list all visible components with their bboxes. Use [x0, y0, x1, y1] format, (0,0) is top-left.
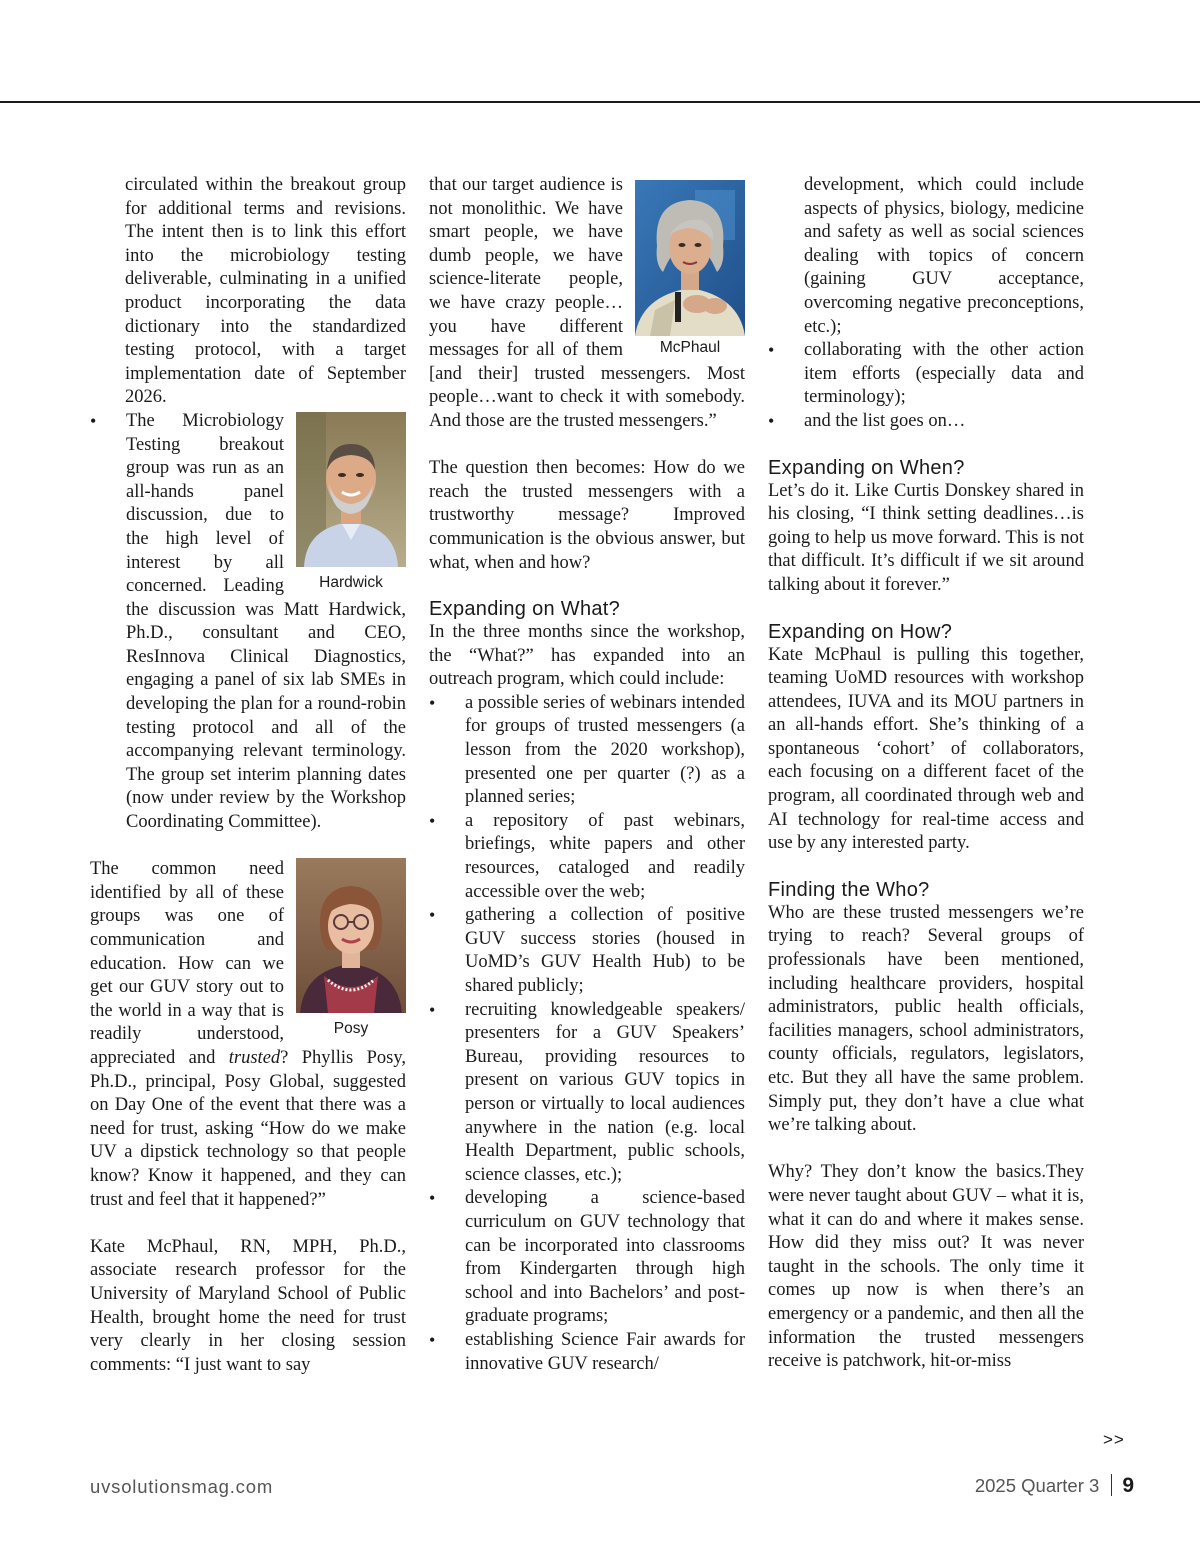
bullet-list	[90, 410, 406, 835]
footer-divider	[1111, 1474, 1112, 1496]
subheading-who: Finding the Who?	[768, 878, 930, 901]
subheading-how: Expanding on How?	[768, 620, 953, 643]
continued-marker: >>	[1103, 1430, 1125, 1449]
issue-label: 2025 Quarter 3	[974, 1475, 1100, 1496]
paragraph: circulated within the breakout group for additional terms and revisions. The intent then is to link this effort into the microbiology testing deliverable, culminating in a unified product incorporating the data dictionary into the standardized testing protocol, with a target implementation date of September 2026.	[125, 175, 406, 408]
column-2	[429, 174, 745, 1376]
photo-caption: McPhaul	[659, 339, 721, 356]
portrait-image	[296, 858, 406, 1013]
list-item: • and the list goes on…	[768, 410, 1084, 434]
list-item: • recruiting knowledgeable speakers/ presenters for a GUV Speakers’ Bureau, providing resources to present on various GUV topics in person or virtually to local audiences anywhere in the nation (e.g. local Health Department, public schools, science classes, etc.);	[429, 999, 745, 1188]
footer-site: uvsolutionsmag.com	[90, 1476, 274, 1497]
list-item-continued: development, which could include aspects of physics, biology, medicine and safety as well as social sciences dealing with topics of concern (gaining GUV acceptance, overcoming negative preconceptions, etc.);	[804, 175, 1084, 337]
photo-posy	[296, 858, 406, 1039]
paragraph: Kate McPhaul is pulling this together, teaming UoMD resources with workshop attendees, IUVA and its MOU partners in an all-hands effort. She’s thinking of a spontaneous ‘cohort’ of collaborators, each focusing on a different facet of the program, all coordinated through web and AI technology for real-time access and use by any interested party.	[768, 644, 1084, 854]
list-item: • establishing Science Fair awards for innovative GUV research/	[429, 1329, 745, 1376]
photo-caption: • Hardwick	[319, 573, 383, 591]
footer-issue	[975, 1474, 1134, 1498]
paragraph: Let’s do it. Like Curtis Donskey shared in his closing, “I think setting deadlines…is going to help us move forward. This is not that difficult. It’s difficult if we sit around talking about it forever.”	[768, 480, 1084, 595]
photo-caption: Posy	[333, 1020, 369, 1038]
list-item: • a repository of past webinars, briefings, white papers and other resources, cataloged and readily accessible over the web;	[429, 810, 745, 904]
subheading-when: Expanding on When?	[768, 456, 965, 479]
paragraph-text: ? Phyllis Posy, Ph.D., principal, Posy Global, suggested on Day One of the event that there was a need for trust, asking “How do we make UV a dipstick technology so that people know? Know it happened, and they can trust and feel that it happened?”	[90, 1047, 406, 1210]
paragraph: Who are these trusted messengers we’re trying to reach? Several groups of professionals have been mentioned, including healthcare providers, hospital administrators, public health officials, facilities managers, school administrators, county officials, regulators, legislators, etc. But they all have the same problem. Simply put, they don’t have a clue what we’re talking about.	[768, 902, 1084, 1136]
paragraph: The question then becomes: How do we reach the trusted messengers with a trustworthy message? Improved communication is the obvious answer, but what, when and how?	[429, 458, 745, 573]
photo-mcphaul	[635, 180, 745, 358]
portrait-image	[635, 180, 745, 336]
list-item: • gathering a collection of positive GUV success stories (housed in UoMD’s GUV Health Hub) to be shared publicly;	[429, 904, 745, 998]
bullet-list	[429, 692, 745, 1376]
portrait-image	[296, 412, 406, 567]
paragraph: In the three months since the workshop, the “What?” has expanded into an outreach program, which could include:	[429, 622, 745, 690]
emphasis-text: trusted	[228, 1047, 281, 1068]
list-item: • developing a science-based curriculum on GUV technology that can be incorporated into classrooms from Kindergarten through high school and into Bachelors’ and post-graduate programs;	[429, 1187, 745, 1329]
list-item: • collaborating with the other action item efforts (especially data and terminology);	[768, 339, 1084, 410]
paragraph-text: that our target audience is not monolithic. We have smart people, we have dumb people, we have science-literate people, we have crazy people…you have different messages for all of them [and their] trusted messengers. Most people…want to check it with somebody. And those are the trusted messengers.”	[429, 175, 745, 431]
paragraph	[90, 858, 406, 1212]
list-item	[90, 410, 406, 835]
bullet-text: The Microbiology Testing breakout group was run as an all-hands panel discussion, due to the high level of interest by all concerned. Leading the discussion was Matt Hardwick, Ph.D., consultant and CEO, ResInnova Clinical Diagnostics, engaging a panel of six lab SMEs in developing the plan for a round-robin testing protocol and all of the accompanying relevant terminology. The group set interim planning dates (now under review by the Workshop Coordinating Committee).	[126, 410, 406, 833]
column-1	[90, 174, 406, 1377]
paragraph: Why? They don’t know the basics.They were never taught about GUV – what it is, what it can do and where it makes sense. How did they miss out? It was never taught in the schools. The only time it comes up now is when there’s an emergency or a pandemic, and then all the information the trusted messengers receive is patchwork, hit-or-miss	[768, 1162, 1084, 1372]
photo-hardwick	[296, 412, 406, 593]
page-number: 9	[1122, 1474, 1134, 1497]
paragraph	[429, 174, 745, 434]
list-item: • a possible series of webinars intended for groups of trusted messengers (a lesson from the 2020 workshop), presented one per quarter (?) as a planned series;	[429, 692, 745, 810]
header-rule	[0, 101, 1200, 103]
column-3	[768, 174, 1084, 1374]
paragraph-text: The common need identified by all of these groups was one of communication and education. How can we get our GUV story out to the world in a way that is readily understood, appreciated and	[90, 859, 284, 1068]
bullet-list	[768, 339, 1084, 433]
subheading-what: Expanding on What?	[429, 598, 621, 621]
paragraph: Kate McPhaul, RN, MPH, Ph.D., associate research professor for the University of Maryland School of Public Health, brought home the need for trust very clearly in her closing session comments: “I just want to say	[90, 1236, 406, 1375]
